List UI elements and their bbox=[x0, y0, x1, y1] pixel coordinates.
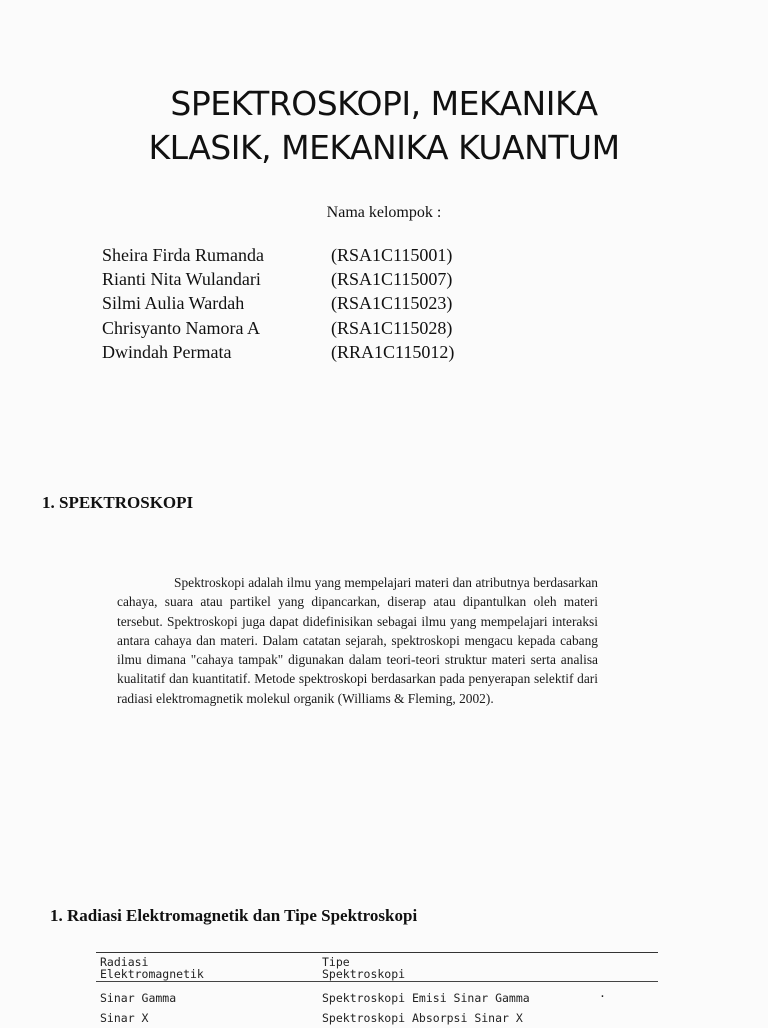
member-name: Rianti Nita Wulandari bbox=[102, 269, 261, 290]
spektroskopi-paragraph: Spektroskopi adalah ilmu yang mempelajari materi dan atributnya berdasarkan cahaya, suara atau partikel yang dipancarkan, diserap atau dipantulkan oleh materi tersebut. Spektroskopi juga dapat didefinisikan sebagai ilmu yang mempelajari interaksi antara cahaya dan materi. Dalam catatan sejarah, spektroskopi mengacu kepada cabang ilmu dimana "cahaya tampak" digunakan dalam teori-teori struktur materi serta analisa kualitatif dan kuantitatif. Metode spektroskopi berdasarkan pada penyerapan selektif dari radiasi elektromagnetik molekul organik (Williams & Fleming, 2002). bbox=[117, 575, 598, 706]
cell-tipe: Spektroskopi Emisi Sinar Gamma bbox=[322, 991, 530, 1005]
header-tipe bbox=[322, 956, 652, 980]
member-list bbox=[102, 245, 522, 366]
section-heading-radiasi: 1. Radiasi Elektromagnetik dan Tipe Spektroskopi bbox=[50, 906, 418, 925]
member-name: Chrisyanto Namora A bbox=[102, 317, 260, 338]
stray-mark: · bbox=[599, 989, 606, 1003]
member-nim: (RSA1C115001) bbox=[331, 245, 453, 265]
member-nim: (RSA1C115007) bbox=[331, 269, 453, 290]
group-label: Nama kelompok : bbox=[326, 204, 442, 221]
member-row bbox=[102, 245, 522, 269]
header-tipe-line1: Tipe bbox=[322, 955, 350, 969]
member-row bbox=[102, 342, 522, 366]
cell-radiasi: Sinar Gamma bbox=[100, 991, 177, 1005]
table-row bbox=[96, 988, 658, 1008]
cell-tipe: Spektroskopi Absorpsi Sinar X bbox=[322, 1011, 523, 1025]
cell-radiasi: Sinar X bbox=[100, 1011, 149, 1025]
title-line-1: SPEKTROSKOPI, MEKANIKA bbox=[170, 84, 598, 123]
member-name: Silmi Aulia Wardah bbox=[102, 293, 245, 314]
table-header bbox=[96, 953, 658, 981]
member-name: Dwindah Permata bbox=[102, 341, 232, 362]
member-row bbox=[102, 269, 522, 293]
header-radiasi bbox=[100, 956, 300, 980]
header-radiasi-line1: Radiasi bbox=[100, 955, 149, 969]
section-heading-spektroskopi: 1. SPEKTROSKOPI bbox=[42, 493, 194, 512]
member-nim: (RRA1C115012) bbox=[331, 341, 455, 362]
member-row bbox=[102, 318, 522, 342]
member-name: Sheira Firda Rumanda bbox=[102, 245, 264, 265]
radiation-table bbox=[96, 952, 658, 1028]
member-nim: (RSA1C115023) bbox=[331, 293, 453, 314]
document-title bbox=[0, 82, 768, 170]
header-radiasi-line2: Elektromagnetik bbox=[100, 967, 204, 981]
member-row bbox=[102, 293, 522, 317]
table-row bbox=[96, 1008, 658, 1028]
member-nim: (RSA1C115028) bbox=[331, 317, 453, 338]
header-tipe-line2: Spektroskopi bbox=[322, 967, 406, 981]
title-line-2: KLASIK, MEKANIKA KUANTUM bbox=[148, 128, 620, 167]
